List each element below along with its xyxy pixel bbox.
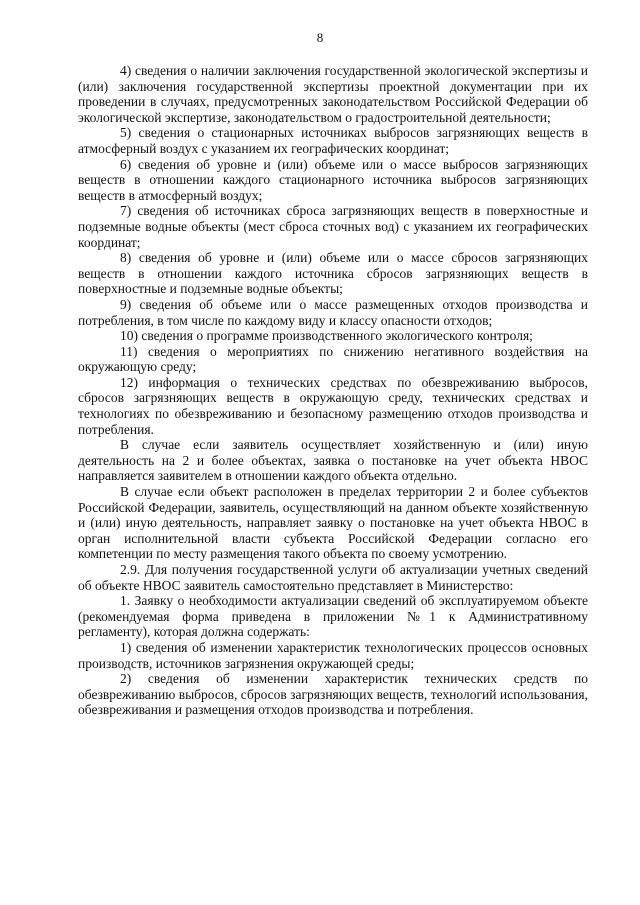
paragraph-item-4: 4) сведения о наличии заключения государственной экологической экспертизы и (или) заключения государственной экспертизы проектной документации при их проведении в случаях, предусмотренных законодательством Российской Федерации об экологической экспертизе, законодательством о градостроительной деятельности; bbox=[78, 63, 588, 125]
page-number: 8 bbox=[316, 30, 324, 45]
document-body bbox=[78, 63, 588, 718]
paragraph-item-8: 8) сведения об уровне и (или) объеме или о массе сбросов загрязняющих веществ в отношении каждого источника сбросов загрязняющих веществ в поверхностные и подземные водные объекты; bbox=[78, 250, 588, 297]
paragraph-multiple-regions: В случае если объект расположен в пределах территории 2 и более субъектов Российской Федерации, заявитель, осуществляющий на данном объекте хозяйственную и (или) иную деятельность, направляет заявку о постановке на учет объекта НВОС в орган исполнительной власти субъекта Российской Федерации согласно его компетенции по месту размещения такого объекта по своему усмотрению. bbox=[78, 484, 588, 562]
paragraph-section-2-9: 2.9. Для получения государственной услуги об актуализации учетных сведений об объекте НВОС заявитель самостоятельно представляет в Министерство: bbox=[78, 562, 588, 593]
paragraph-item-12: 12) информация о технических средствах по обезвреживанию выбросов, сбросов загрязняющих веществ в окружающую среду, технических средствах и технологиях по обезвреживанию и безопасному размещению отходов производства и потребления. bbox=[78, 374, 588, 437]
paragraph-update-item-1: 1) сведения об изменении характеристик технологических процессов основных производств, источников загрязнения окружающей среды; bbox=[78, 639, 588, 671]
paragraph-item-6: 6) сведения об уровне и (или) объеме или о массе выбросов загрязняющих веществ в отношении каждого стационарного источника выбросов загрязняющих веществ в атмосферный воздух; bbox=[78, 156, 588, 203]
paragraph-item-9: 9) сведения об объеме или о массе размещенных отходов производства и потребления, в том числе по каждому виду и классу опасности отходов; bbox=[78, 296, 588, 328]
paragraph-update-request: 1. Заявку о необходимости актуализации сведений об эксплуатируемом объекте (рекомендуемая форма приведена в приложении №1 к Административному регламенту), которая должна содержать: bbox=[78, 593, 588, 640]
paragraph-item-5: 5) сведения о стационарных источниках выбросов загрязняющих веществ в атмосферный воздух с указанием их географических координат; bbox=[78, 125, 588, 156]
paragraph-item-11: 11) сведения о мероприятиях по снижению негативного воздействия на окружающую среду; bbox=[78, 343, 588, 375]
paragraph-multiple-objects: В случае если заявитель осуществляет хозяйственную и (или) иную деятельность на 2 и более объектах, заявка о постановке на учет объекта НВОС направляется заявителем в отношении каждого объекта отдельно. bbox=[78, 437, 588, 484]
paragraph-item-7: 7) сведения об источниках сброса загрязняющих веществ в поверхностные и подземные водные объекты (мест сброса сточных вод) с указанием их географических координат; bbox=[78, 203, 588, 250]
paragraph-item-10: 10) сведения о программе производственного экологического контроля; bbox=[120, 328, 533, 344]
paragraph-update-item-2: 2) сведения об изменении характеристик технических средств по обезвреживанию выбросов, сбросов загрязняющих веществ, технологий использования, обезвреживания и размещения отходов производства и потребления. bbox=[78, 671, 588, 718]
